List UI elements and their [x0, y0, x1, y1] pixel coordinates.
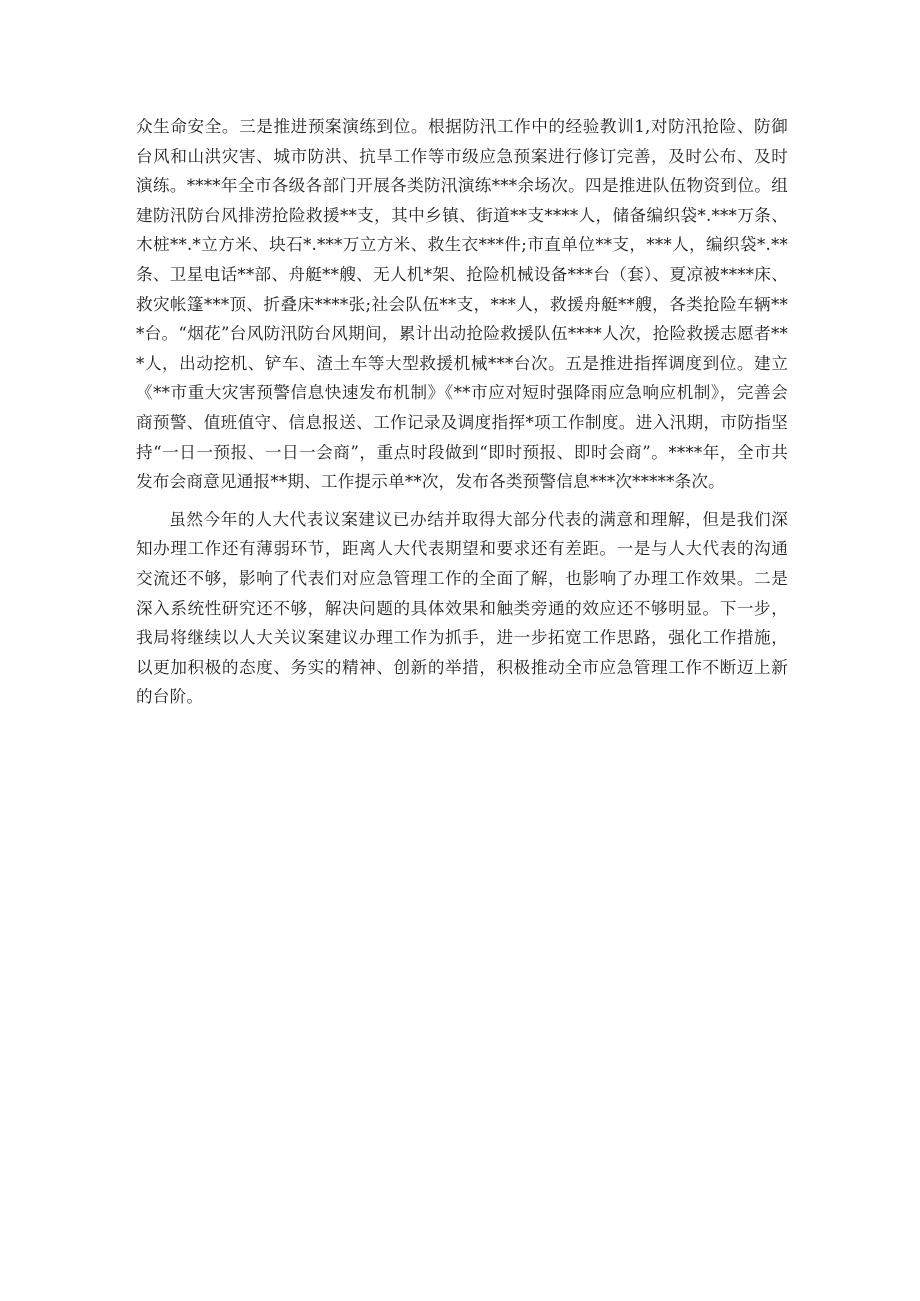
document-body	[136, 112, 788, 712]
paragraph-continuation: 众生命安全。三是推进预案演练到位。根据防汛工作中的经验教训1,对防汛抢险、防御台风和山洪灾害、城市防洪、抗旱工作等市级应急预案进行修订完善，及时公布、及时演练。****年全市各级各部门开展各类防汛演练***余场次。四是推进队伍物资到位。组建防汛防台风排涝抢险救援**支，其中乡镇、街道**支****人，储备编织袋*.***万条、木桩**.*立方米、块石*.***万立方米、救生衣***件;市直单位**支，***人，编织袋*.**条、卫星电话**部、舟艇**艘、无人机*架、抢险机械设备***台（套）、夏凉被****床、救灾帐篷***顶、折叠床****张;社会队伍**支，***人，救援舟艇**艘，各类抢险车辆***台。“烟花”台风防汛防台风期间，累计出动抢险救援队伍****人次，抢险救援志愿者***人，出动挖机、铲车、渣土车等大型救援机械***台次。五是推进指挥调度到位。建立《**市重大灾害预警信息快速发布机制》《**市应对短时强降雨应急响应机制》，完善会商预警、值班值守、信息报送、工作记录及调度指挥*项工作制度。进入汛期，市防指坚持“一日一预报、一日一会商”，重点时段做到“即时预报、即时会商”。****年，全市共发布会商意见通报**期、工作提示单**次，发布各类预警信息***次*****条次。	[136, 117, 788, 492]
paragraph-summary: 虽然今年的人大代表议案建议已办结并取得大部分代表的满意和理解，但是我们深知办理工作还有薄弱环节，距离人大代表期望和要求还有差距。一是与人大代表的沟通交流还不够，影响了代表们对应急管理工作的全面了解，也影响了办理工作效果。二是深入系统性研究还不够，解决问题的具体效果和触类旁通的效应还不够明显。下一步，我局将继续以人大关议案建议办理工作为抓手，进一步拓宽工作思路，强化工作措施，以更加积极的态度、务实的精神、创新的举措，积极推动全市应急管理工作不断迈上新的台阶。	[136, 509, 788, 707]
